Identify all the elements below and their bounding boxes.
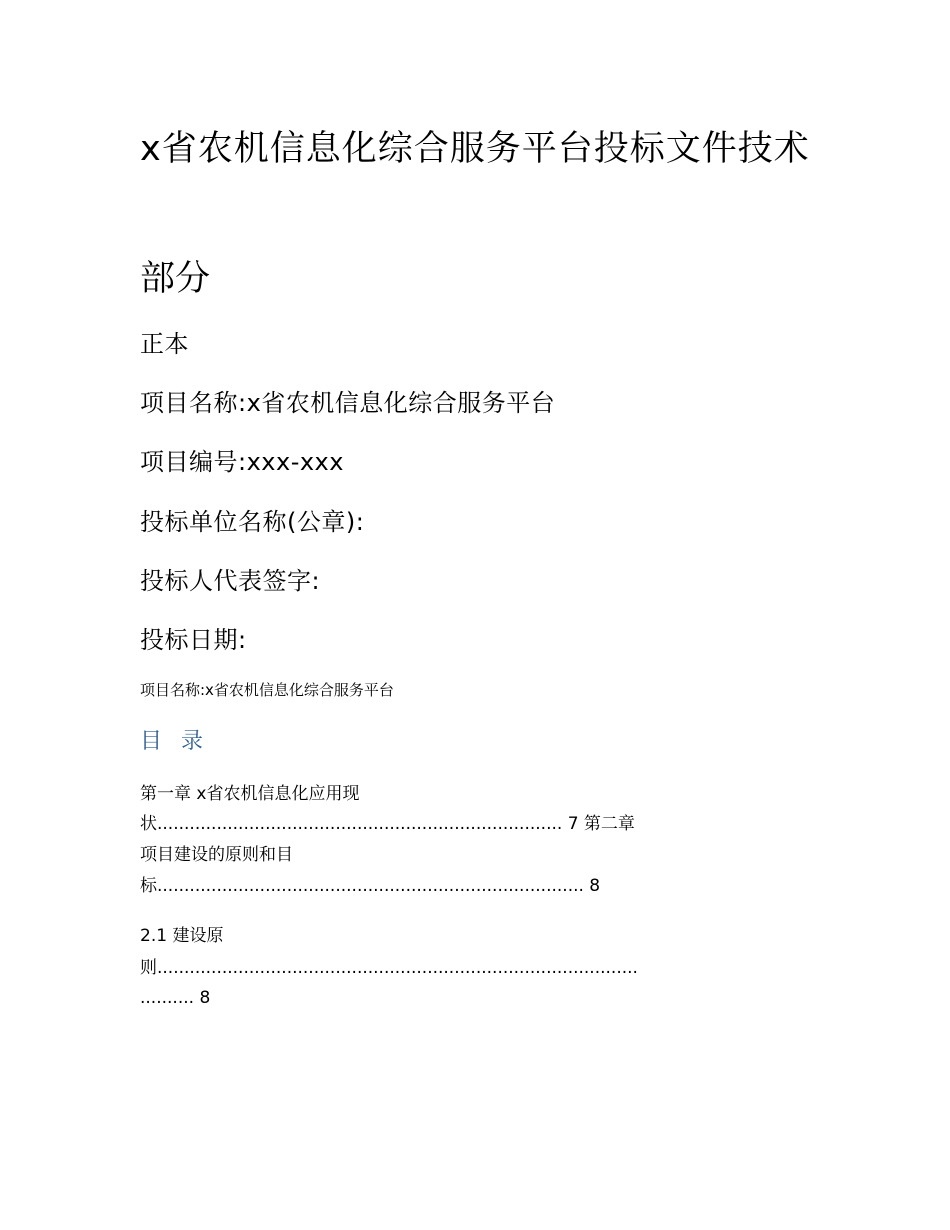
edition-label: 正本 bbox=[140, 330, 189, 358]
running-header: 项目名称:x省农机信息化综合服务平台 bbox=[140, 681, 394, 699]
toc-line: 2.1 建设原 bbox=[140, 926, 224, 946]
project-name-line: 项目名称:x省农机信息化综合服务平台 bbox=[140, 389, 556, 417]
document-title-suffix: 部分 bbox=[140, 259, 211, 299]
toc-line: 状........................................................................... 7 第二章 bbox=[140, 814, 635, 834]
representative-signature-line: 投标人代表签字: bbox=[140, 567, 321, 595]
project-number-line: 项目编号:xxx-xxx bbox=[140, 448, 344, 476]
toc-line: 则......................................................................................... bbox=[140, 958, 638, 978]
toc-line: 标............................................................................... 8 bbox=[140, 876, 601, 896]
toc-heading: 目 录 bbox=[140, 729, 209, 754]
bid-date-line: 投标日期: bbox=[140, 626, 247, 654]
toc-line: .......... 8 bbox=[140, 988, 211, 1008]
bidder-name-line: 投标单位名称(公章): bbox=[140, 508, 365, 536]
toc-line: 第一章 x省农机信息化应用现 bbox=[140, 784, 360, 804]
toc-line: 项目建设的原则和目 bbox=[140, 845, 293, 865]
document-title: x省农机信息化综合服务平台投标文件技术 bbox=[140, 129, 810, 169]
